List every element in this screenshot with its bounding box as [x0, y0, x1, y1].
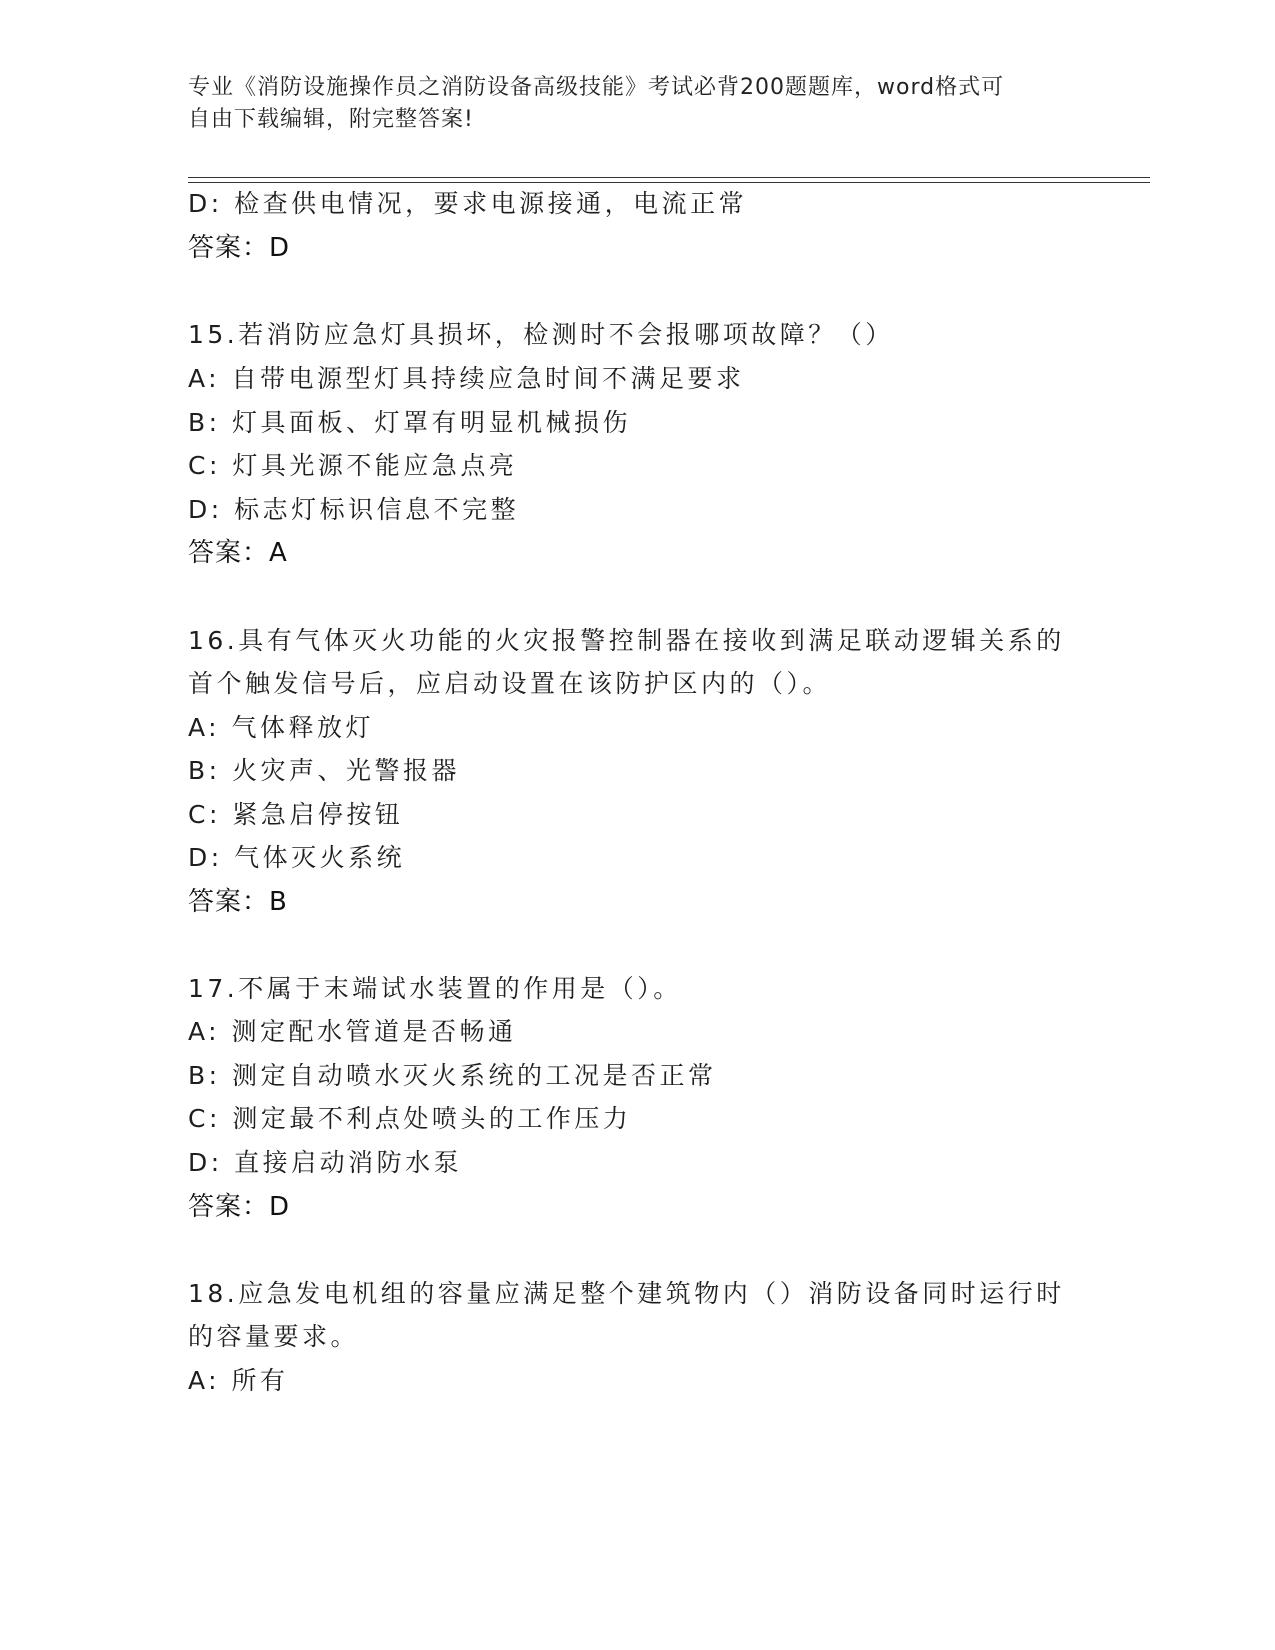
answer: 答案：D: [188, 233, 291, 263]
option-b: B: 火灾声、光警报器: [188, 756, 461, 785]
question-stem: 15.若消防应急灯具损坏，检测时不会报哪项故障？（）: [188, 320, 894, 349]
question-stem: 17.不属于末端试水装置的作用是（）。: [188, 974, 682, 1003]
question-stem: 18.应急发电机组的容量应满足整个建筑物内（）消防设备同时运行时: [188, 1279, 1065, 1308]
option-d: D: 直接启动消防水泵: [188, 1148, 463, 1177]
option-a: A: 自带电源型灯具持续应急时间不满足要求: [188, 364, 745, 393]
option-d: D: 检查供电情况，要求电源接通，电流正常: [188, 189, 748, 218]
question-stem-continued: 首个触发信号后，应启动设置在该防护区内的（）。: [188, 669, 832, 698]
header-line-2: 自由下载编辑，附完整答案!: [188, 107, 474, 132]
header-divider-top: [188, 177, 1150, 178]
answer: 答案：A: [188, 538, 288, 568]
option-d: D: 气体灭火系统: [188, 843, 406, 872]
option-a: A: 测定配水管道是否畅通: [188, 1017, 517, 1046]
option-a: A: 所有: [188, 1366, 289, 1395]
option-c: C: 测定最不利点处喷头的工作压力: [188, 1104, 632, 1133]
option-b: B: 灯具面板、灯罩有明显机械损伤: [188, 408, 632, 437]
option-d: D: 标志灯标识信息不完整: [188, 495, 520, 524]
document-header: [188, 72, 1068, 136]
option-b: B: 测定自动喷水灭火系统的工况是否正常: [188, 1061, 717, 1090]
header-line-1: 专业《消防设施操作员之消防设备高级技能》考试必背200题题库，word格式可: [188, 75, 1005, 100]
option-a: A: 气体释放灯: [188, 713, 375, 742]
answer: 答案：D: [188, 1192, 291, 1222]
question-stem: 16.具有气体灭火功能的火灾报警控制器在接收到满足联动逻辑关系的: [188, 626, 1065, 655]
answer: 答案：B: [188, 887, 288, 917]
question-stem-continued: 的容量要求。: [188, 1322, 360, 1351]
option-c: C: 紧急启停按钮: [188, 800, 404, 829]
header-divider-bottom: [188, 182, 1150, 183]
option-c: C: 灯具光源不能应急点亮: [188, 451, 518, 480]
